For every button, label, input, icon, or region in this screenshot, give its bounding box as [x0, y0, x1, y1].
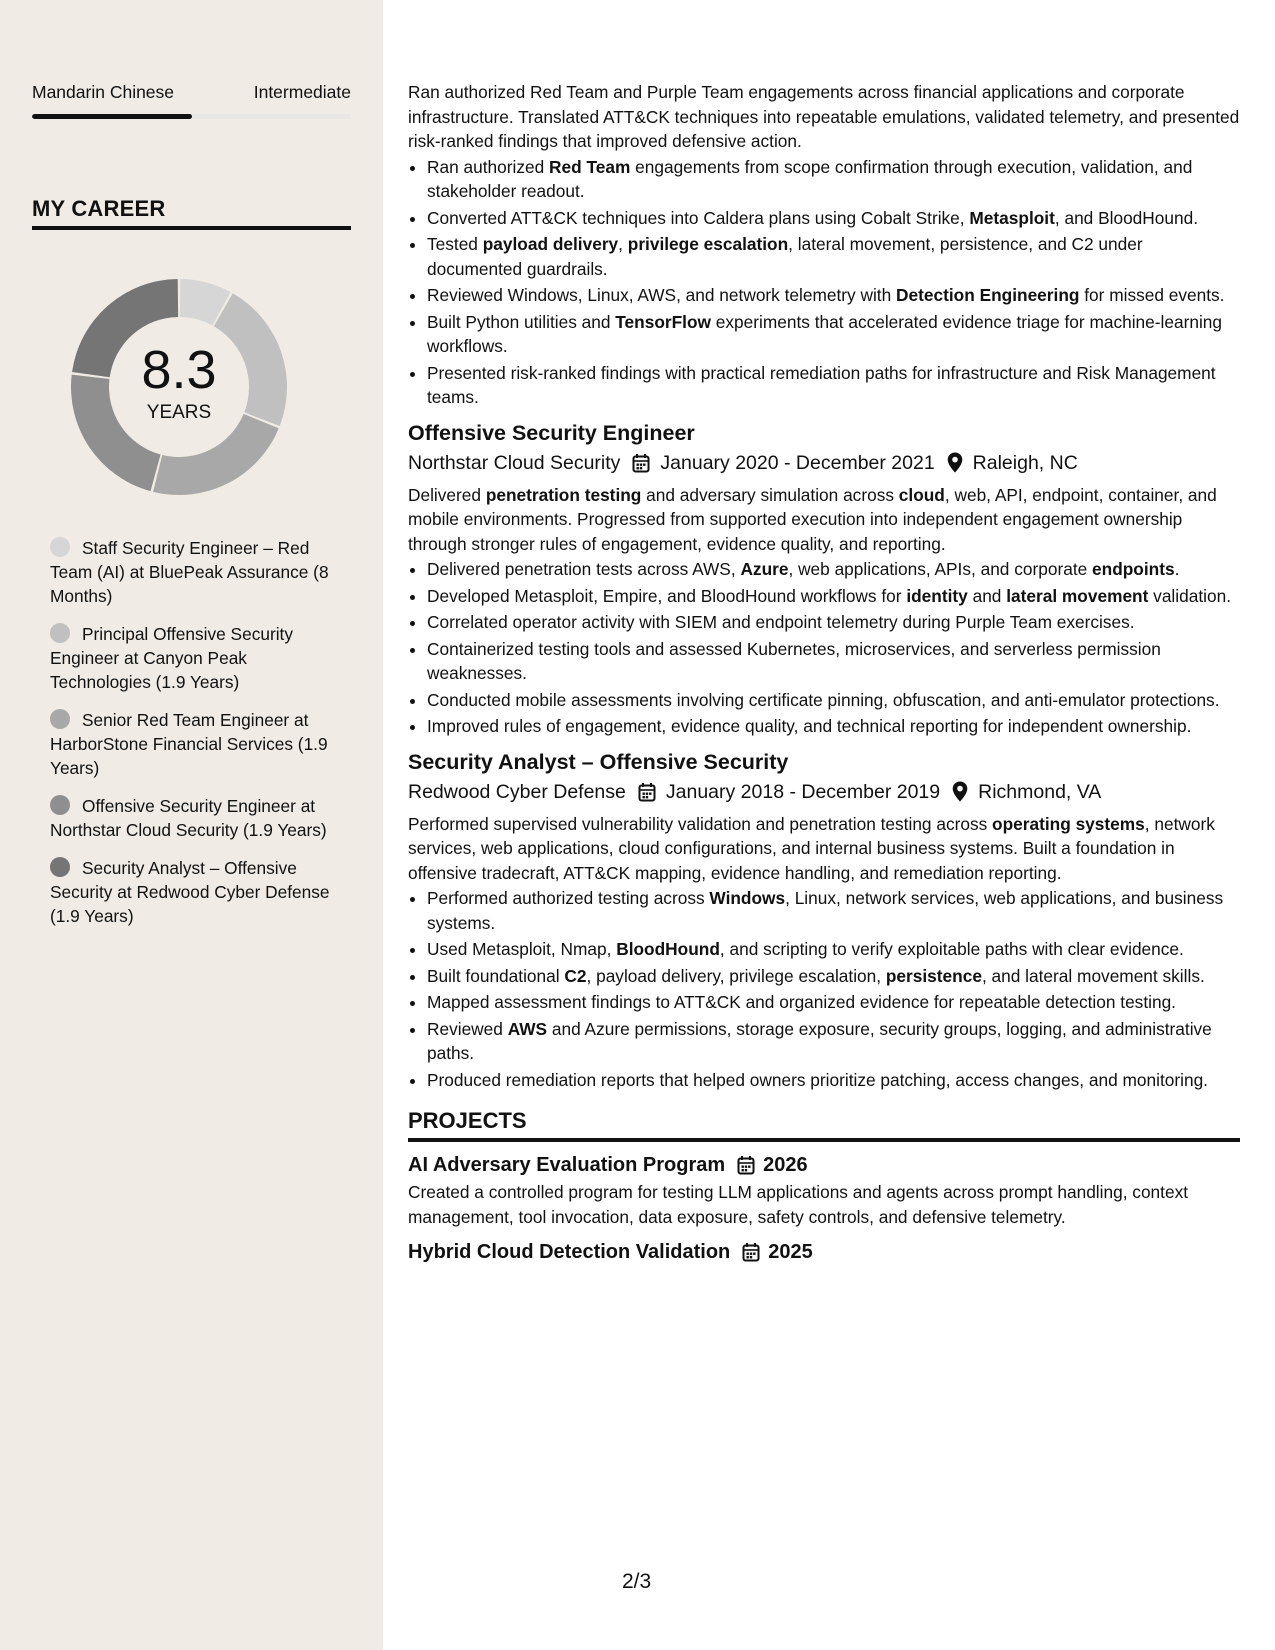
bullet-item: [427, 990, 1240, 1015]
text-run: Mapped assessment findings to ATT&CK and organized evidence for repeatable detection testing.: [427, 992, 1176, 1012]
text-run: .: [1174, 559, 1180, 579]
bold-keyword: Metasploit: [969, 207, 1055, 228]
text-run: ,: [618, 234, 628, 254]
bullet-item: [427, 232, 1240, 281]
project-description: Created a controlled program for testing LLM applications and agents across prompt handling, context management, tool invocation, data exposure, safety controls, and defensive telemetry.: [408, 1182, 1189, 1227]
bullet-item: [427, 886, 1240, 935]
career-legend-dot: [50, 623, 70, 643]
bullet-item: [427, 714, 1240, 739]
bullet-item: [427, 1017, 1240, 1066]
page-number: 2/3: [622, 1570, 652, 1593]
job-summary: [408, 483, 1240, 557]
job-location: Richmond, VA: [978, 780, 1102, 803]
text-run: Reviewed: [427, 1018, 508, 1039]
career-total-value: 8.3: [141, 340, 217, 400]
career-item: [50, 708, 350, 780]
text-run: Tested: [427, 234, 483, 254]
text-run: , and scripting to verify exploitable paths with clear evidence.: [719, 939, 1184, 959]
bold-keyword: penetration testing: [485, 484, 642, 505]
bullet-item: [427, 283, 1240, 308]
text-run: and Azure permissions, storage exposure, security groups, logging, and administrative paths.: [427, 1018, 1212, 1063]
career-list: [50, 536, 350, 942]
text-run: Ran authorized: [427, 156, 550, 177]
location-pin-icon: [947, 452, 963, 473]
text-run: experiments that accelerated evidence triage for machine-learning workflows.: [427, 311, 1223, 356]
donut-segment: [214, 293, 287, 426]
career-heading: MY CAREER: [32, 196, 351, 230]
text-run: Improved rules of engagement, evidence quality, and technical reporting for independent ownership.: [427, 716, 1192, 736]
bold-keyword: Detection Engineering: [896, 285, 1080, 305]
bullet-item: [427, 310, 1240, 359]
bullet-item: [427, 361, 1240, 410]
career-legend-dot: [50, 537, 70, 557]
language-proficiency-bar: [32, 114, 351, 119]
job-bullets: [408, 557, 1240, 739]
intro-bullets: [408, 155, 1240, 410]
text-run: and adversary simulation across: [641, 484, 899, 505]
text-run: Delivered penetration tests across AWS,: [427, 559, 741, 579]
bold-keyword: BloodHound: [616, 939, 720, 959]
text-run: , and lateral movement skills.: [981, 965, 1205, 986]
job-bullets: [408, 886, 1240, 1092]
job-entry: [408, 747, 1240, 1093]
intro-summary: Ran authorized Red Team and Purple Team engagements across financial applications and corporate infrastructure. Translated ATT&CK techniques into repeatable emulations, validated telemetry, and presented risk-ranked findings that improved defensive action.: [408, 82, 1240, 151]
bold-keyword: privilege escalation: [627, 234, 789, 254]
text-run: , web applications, APIs, and corporate: [788, 559, 1093, 579]
project-entry: [408, 1150, 1240, 1229]
text-run: , and BloodHound.: [1054, 207, 1199, 228]
career-item-text: Staff Security Engineer – Red Team (AI) at BluePeak Assurance (8 Months): [50, 538, 329, 606]
text-run: Reviewed Windows, Linux, AWS, and network telemetry with: [427, 285, 897, 305]
text-run: , network services, web applications, cloud configurations, and internal business systems. Built a foundation in offensive tradecraft, ATT&CK mapping, evidence handling, and remediation reporting.: [408, 813, 1215, 883]
bullet-item: [427, 584, 1240, 609]
language-level: Intermediate: [253, 82, 351, 102]
career-legend-dot: [50, 857, 70, 877]
bold-keyword: TensorFlow: [615, 311, 711, 332]
bold-keyword: operating systems: [992, 813, 1145, 834]
language-proficiency-fill: [32, 114, 192, 119]
project-title-row: [408, 1150, 1240, 1180]
project-title: Hybrid Cloud Detection Validation: [408, 1241, 731, 1263]
text-run: engagements from scope confirmation through execution, validation, and stakeholder readout.: [427, 156, 1193, 201]
project-title-row: [408, 1237, 1240, 1267]
job-dates: January 2020 - December 2021: [660, 451, 935, 474]
job-list: [408, 418, 1240, 1093]
career-item-text: Security Analyst – Offensive Security at Redwood Cyber Defense (1.9 Years): [50, 858, 330, 926]
career-total-unit: YEARS: [146, 402, 212, 423]
text-run: validation.: [1148, 585, 1231, 606]
career-item: [50, 794, 350, 842]
career-item: [50, 856, 350, 928]
career-item: [50, 536, 350, 608]
career-legend-dot: [50, 795, 70, 815]
bullet-item: [427, 557, 1240, 582]
project-title: AI Adversary Evaluation Program: [408, 1154, 726, 1176]
bold-keyword: lateral movement: [1006, 585, 1149, 606]
text-run: , web, API, endpoint, container, and mobile environments. Progressed from supported execution into independent engagement ownership through stronger rules of engagement, evidence quality, and reporting.: [408, 484, 1217, 554]
career-item: [50, 622, 350, 694]
career-item-text: Principal Offensive Security Engineer at Canyon Peak Technologies (1.9 Years): [50, 624, 293, 692]
career-donut-chart: [64, 272, 294, 502]
calendar-icon: [638, 782, 656, 802]
text-run: Conducted mobile assessments involving certificate pinning, obfuscation, and anti-emulator protections.: [427, 689, 1220, 710]
projects-heading: PROJECTS: [408, 1106, 1240, 1142]
career-legend-dot: [50, 709, 70, 729]
job-company: Northstar Cloud Security: [408, 451, 621, 474]
text-run: , Linux, network services, web applications, and business systems.: [427, 888, 1224, 933]
bullet-item: [427, 637, 1240, 686]
text-run: Performed supervised vulnerability validation and penetration testing across: [408, 813, 993, 834]
text-run: , payload delivery, privilege escalation,: [586, 965, 886, 986]
location-pin-icon: [952, 781, 968, 802]
project-year: 2026: [763, 1154, 808, 1176]
bold-keyword: cloud: [898, 484, 945, 505]
job-title: Security Analyst – Offensive Security: [408, 749, 789, 774]
bullet-item: [427, 964, 1240, 989]
donut-segment: [153, 414, 279, 495]
text-run: Produced remediation reports that helped owners prioritize patching, access changes, and monitoring.: [427, 1069, 1208, 1090]
bold-keyword: endpoints: [1092, 559, 1175, 579]
calendar-icon: [737, 1155, 755, 1175]
text-run: and: [967, 585, 1007, 606]
job-dates: January 2018 - December 2019: [665, 780, 941, 803]
job-location: Raleigh, NC: [972, 451, 1078, 474]
calendar-icon: [632, 453, 650, 473]
career-item-text: Offensive Security Engineer at Northstar Cloud Security (1.9 Years): [50, 796, 327, 840]
bullet-item: [427, 206, 1240, 231]
text-run: Used Metasploit, Nmap,: [427, 939, 617, 959]
language-name: Mandarin Chinese: [32, 82, 175, 102]
text-run: Built foundational: [427, 965, 565, 986]
job-meta: [408, 448, 1240, 478]
bold-keyword: persistence: [885, 965, 982, 986]
text-run: for missed events.: [1079, 285, 1225, 305]
language-row: [32, 82, 351, 103]
text-run: Performed authorized testing across: [427, 888, 710, 908]
sidebar: [0, 0, 383, 1650]
bullet-item: [427, 155, 1240, 204]
bold-keyword: AWS: [507, 1018, 548, 1039]
bold-keyword: C2: [564, 965, 587, 986]
text-run: Containerized testing tools and assessed Kubernetes, microservices, and serverless permission weaknesses.: [427, 638, 1161, 683]
bold-keyword: Windows: [709, 888, 786, 908]
job-summary: [408, 812, 1240, 886]
bullet-item: [427, 1068, 1240, 1093]
bold-keyword: identity: [906, 585, 968, 606]
career-item-text: Senior Red Team Engineer at HarborStone Financial Services (1.9 Years): [50, 710, 328, 778]
project-entry: [408, 1237, 1240, 1267]
text-run: Built Python utilities and: [427, 311, 616, 332]
text-run: Developed Metasploit, Empire, and BloodHound workflows for: [427, 585, 907, 606]
job-title: Offensive Security Engineer: [408, 420, 695, 445]
project-list: [408, 1150, 1240, 1267]
job-meta: [408, 777, 1240, 807]
project-year: 2025: [768, 1241, 813, 1263]
text-run: Presented risk-ranked findings with practical remediation paths for infrastructure and Risk Management teams.: [427, 362, 1216, 407]
main-content: [408, 80, 1240, 1267]
text-run: , lateral movement, persistence, and C2 under documented guardrails.: [427, 234, 1143, 279]
bullet-item: [427, 688, 1240, 713]
job-entry: [408, 418, 1240, 739]
text-run: Correlated operator activity with SIEM and endpoint telemetry during Purple Team exercises.: [427, 612, 1135, 632]
text-run: Delivered: [408, 484, 486, 505]
bullet-item: [427, 610, 1240, 635]
bold-keyword: payload delivery: [482, 234, 619, 254]
text-run: Converted ATT&CK techniques into Caldera plans using Cobalt Strike,: [427, 207, 970, 228]
bullet-item: [427, 937, 1240, 962]
bold-keyword: Red Team: [549, 156, 631, 177]
job-company: Redwood Cyber Defense: [408, 780, 626, 803]
calendar-icon: [742, 1242, 760, 1262]
bold-keyword: Azure: [740, 559, 789, 579]
